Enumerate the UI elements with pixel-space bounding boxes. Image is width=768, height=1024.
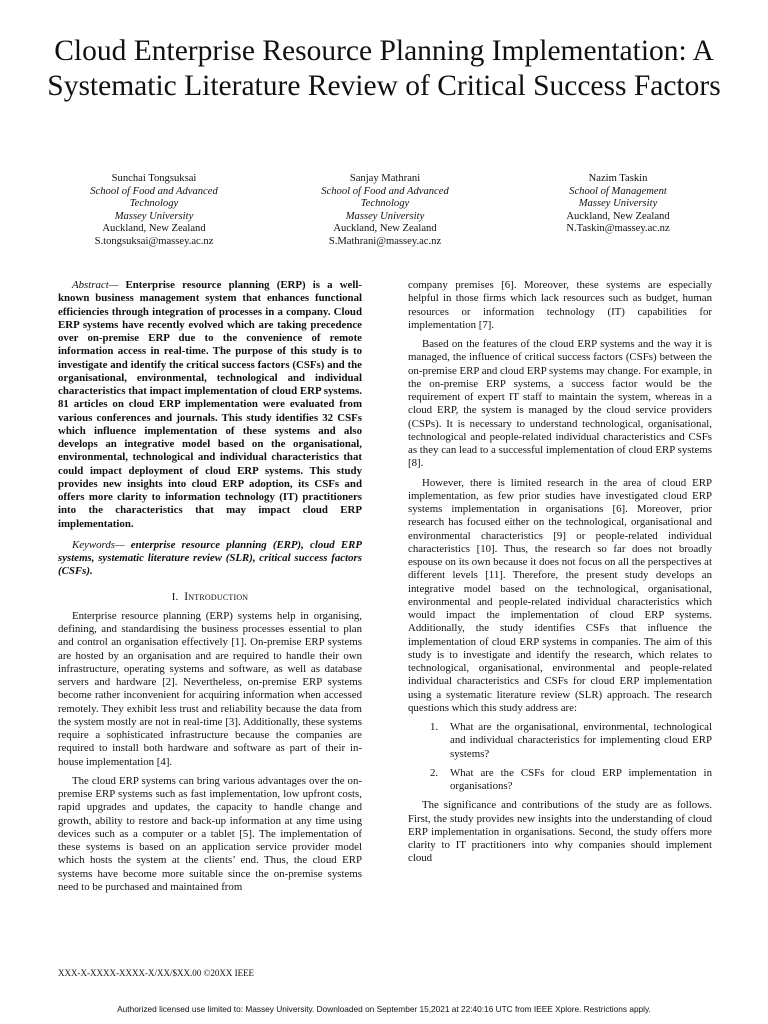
author-university: Massey University [114,210,194,222]
author-name: Nazim Taskin [588,173,648,184]
list-item-text: What are the CSFs for cloud ERP implementation in organisations? [450,766,712,792]
author-block-2 [285,173,485,248]
right-column [408,279,712,866]
author-dept: School of Food and Advanced [321,185,449,197]
list-item-number: 1. [430,721,439,733]
author-dept: Technology [129,198,179,209]
author-name: Sanjay Mathrani [349,173,421,184]
author-university: Massey University [345,210,425,222]
author-email: N.Taskin@massey.ac.nz [566,223,670,234]
author-dept: School of Management [569,185,667,197]
license-notice: Authorized licensed use limited to: Massey University. Downloaded on September 15,2021 at 22:40:16 UTC from IEEE Xplore. Restrictions apply. [117,1004,651,1014]
author-dept: Technology [360,198,410,209]
list-item [408,721,712,761]
author-location: Auckland, New Zealand [333,223,437,234]
list-item-number: 2. [430,766,439,779]
research-questions-list [408,721,712,793]
body-paragraph: company premises [6]. Moreover, these systems are especially helpful in those firms which lack resources such as budget, human resources or information technology (IT) capabilities for implementation [7]. [408,279,712,331]
list-item-text: What are the organisational, environmental, technological and individual characteristics for implementing cloud ERP systems? [450,721,712,760]
author-location: Auckland, New Zealand [566,210,670,222]
abstract-label: Abstract— [72,279,119,291]
abstract [58,279,362,531]
section-title: Introduction [184,590,249,603]
author-block-1 [54,173,254,248]
body-paragraph: The significance and contributions of the study are as follows. First, the study provides new insights into the understanding of cloud ERP implementation in organisations. Second, the study offers more clarity to IT practitioners into why companies should implement cloud [408,799,712,865]
copyright-code: XXX-X-XXXX-XXXX-X/XX/$XX.00 ©20XX IEEE [58,968,255,978]
body-paragraph: Enterprise resource planning (ERP) systems help in organising, defining, and standardising the business processes essential to plan and control an organisation effectively [1]. On-premise ERP systems are hosted by an organisation and are required to handle their own infrastructure, operating systems and software, as well as database servers and hardware [2]. Nevertheless, on-premise ERP systems become rather inconvenient for acquiring information when accessed remotely. They exhibit less trust and reliability because the data from the system mostly are not in real-time [3]. Additionally, these systems require a sophisticated infrastructure because the companies are required to install both hardware and software as part of their in-house implementation [4]. [58,609,362,768]
author-block-3 [518,173,718,236]
paper-title: Cloud Enterprise Resource Planning Implementation: A Systematic Literature Review of Critical Success Factors [47,35,721,102]
body-paragraph: The cloud ERP systems can bring various advantages over the on-premise ERP systems such as fast implementation, low upfront costs, rapid upgrades and updates, the capacity to handle change and growth, ability to restore and back-up information at any time using devices such as a computer or a tablet [5]. The implementation of these systems is based on an application service provider model which hosts the system at the clients’ end. Thus, the cloud ERP systems have become more suitable since the on-premise systems need to be purchased and maintained from [58,774,362,893]
body-paragraph: Based on the features of the cloud ERP systems and the way it is managed, the influence of critical success factors (CSFs) between the on-premise ERP and cloud ERP systems may change. For example, in the on-premise ERP systems, a success factor would be the requirement of expert IT staff to maintain the system, whereas in a cloud ERP, the system is managed by the cloud service providers (CSPs). It is necessary to understand technological, organisational, technological and people-related individual characteristics and CSFs as they can lead to a successful implementation of cloud ERP systems [8]. [408,338,712,470]
abstract-text: Enterprise resource planning (ERP) is a well-known business management system that enhances functional efficiencies through integration of processes in a company. Cloud ERP systems have recently evolved which are taking precedence over on-premise ERP due to the convenience of remote information access in real-time. The purpose of this study is to investigate and identify the critical success factors (CSFs) and the organisational, environmental, technological and individual characteristics that impact implementation of cloud ERP systems. 81 articles on cloud ERP implementation were evaluated from various conferences and journals. This study identifies 32 CSFs which influence implementation of these systems and also develops an integrative model based on the organisational, environmental, technological and individual characteristics that could impact deployment of cloud ERP systems. This study provides new insights into cloud ERP adoption, its CSFs and offers more clarity to information technology (IT) practitioners into the characteristics that may impact cloud ERP implementation. [58,279,362,530]
author-location: Auckland, New Zealand [102,223,206,234]
keywords [58,539,362,579]
author-dept: School of Food and Advanced [90,185,218,197]
section-heading-introduction [58,591,362,604]
author-name: Sunchai Tongsuksai [111,173,197,184]
keywords-label: Keywords— [72,538,125,551]
left-column [58,279,362,894]
section-number: I. [171,590,179,603]
body-paragraph: However, there is limited research in the area of cloud ERP implementation, as few prior studies have investigated cloud ERP systems implementation in organisations [6]. Moreover, prior research has focused either on the technological, organisational and environmental characteristics [9] or people-related individual characteristics [10]. Thus, the research so far does not broadly espouse on its own because it does not focus on all the perspectives at different levels [11]. Therefore, the present study develops an integrative model based on the technological, organisational, environmental and people-related individual characteristics which would impact the implementation of cloud ERP systems. Additionally, the study identifies CSFs that influence the implementation of cloud ERP systems in companies. The aim of this study is to investigate and identify the research, which relates to technological, organisational, environmental and people-related individual characteristics and CSFs for cloud ERP implementation using a systematic literature review (SLR) approach. The research questions which this study address are: [408,476,712,714]
keywords-text: enterprise resource planning (ERP), cloud ERP systems, systematic literature review (SLR), critical success factors (CSFs). [58,538,362,578]
author-university: Massey University [578,198,658,209]
author-email: S.tongsuksai@massey.ac.nz [94,235,214,247]
list-item [408,767,712,794]
author-email: S.Mathrani@massey.ac.nz [328,235,442,247]
